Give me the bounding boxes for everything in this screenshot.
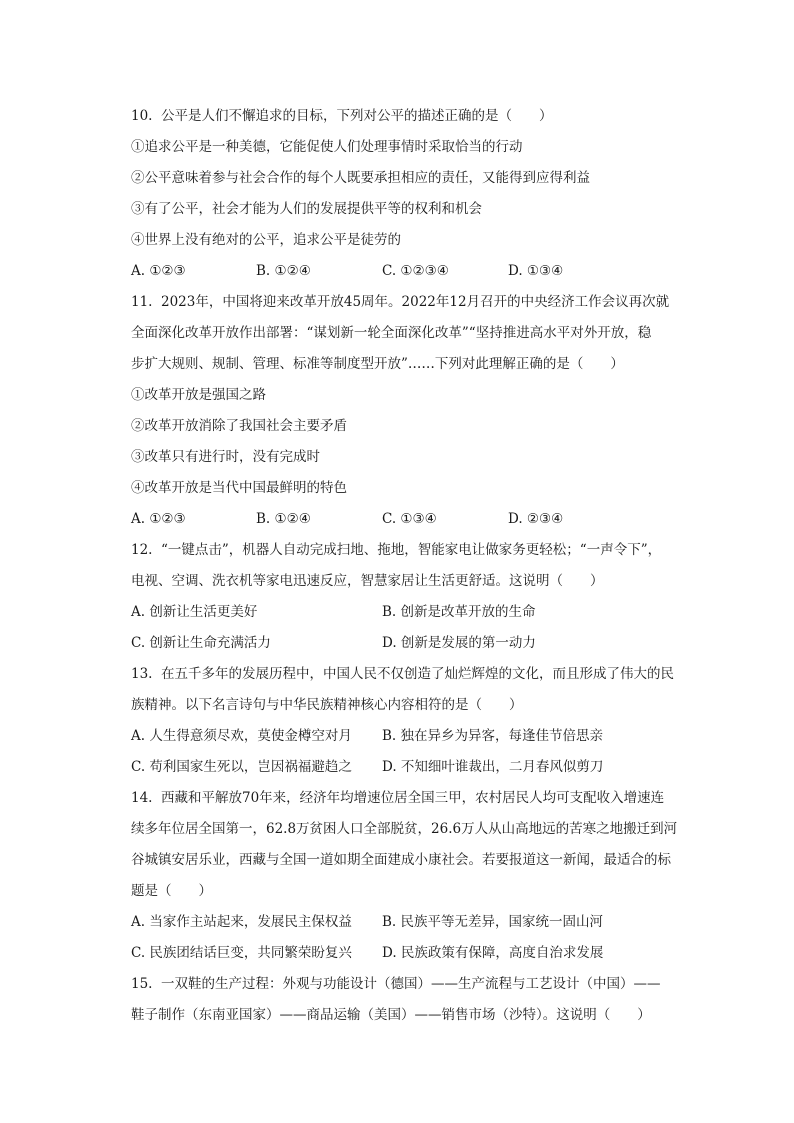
options-row	[131, 628, 691, 659]
question-13	[131, 659, 691, 783]
option-d: D. 不知细叶谁裁出，二月春风似剪刀	[382, 759, 604, 775]
question-stem-line: 公平是人们不懈追求的目标，下列对公平的描述正确的是（ ）	[161, 108, 553, 124]
option-b: B. 创新是改革开放的生命	[382, 604, 536, 620]
question-stem	[131, 287, 691, 318]
options-row	[131, 256, 691, 287]
question-stem	[131, 535, 691, 566]
statement: ④改革开放是当代中国最鲜明的特色	[131, 480, 347, 496]
question-14	[131, 783, 691, 969]
option-c: C. 苟利国家生死以，岂因祸福避趋之	[131, 759, 352, 775]
option-b: B. ①②④	[256, 263, 311, 279]
question-11	[131, 287, 691, 535]
options-row	[131, 752, 691, 783]
question-stem	[131, 783, 691, 814]
question-15	[131, 969, 691, 1031]
option-a: A. 人生得意须尽欢，莫使金樽空对月	[131, 728, 352, 744]
question-stem-line: 2023年，中国将迎来改革开放45周年。2022年12月召开的中央经济工作会议再次就	[161, 294, 670, 310]
question-stem	[131, 969, 691, 1000]
statement: ②改革开放消除了我国社会主要矛盾	[131, 418, 347, 434]
statement: ①改革开放是强国之路	[131, 387, 266, 403]
statement: ③有了公平，社会才能为人们的发展提供平等的权利和机会	[131, 201, 482, 217]
option-d: D. 创新是发展的第一动力	[382, 635, 536, 651]
question-number: 15.	[131, 976, 153, 992]
option-a: A. 创新让生活更美好	[131, 604, 258, 620]
question-number: 10.	[131, 108, 153, 124]
question-stem-line: 谷城镇安居乐业，西藏与全国一道如期全面建成小康社会。若要报道这一新闻，最适合的标	[131, 852, 671, 868]
option-c: C. 创新让生命充满活力	[131, 635, 271, 651]
option-a: A. ①②③	[131, 263, 186, 279]
question-stem-line: “一键点击”，机器人自动完成扫地、拖地，智能家电让做家务更轻松；“一声令下”，	[161, 542, 662, 558]
question-number: 13.	[131, 666, 153, 682]
question-stem-line: 西藏和平解放70年来，经济年均增速位居全国三甲，农村居民人均可支配收入增速连	[161, 790, 665, 806]
question-number: 12.	[131, 542, 153, 558]
question-stem-line: 一双鞋的生产过程：外观与功能设计（德国）——生产流程与工艺设计（中国）——	[161, 976, 661, 992]
question-10	[131, 101, 691, 287]
option-c: C. ①②③④	[382, 263, 449, 279]
question-number: 11.	[131, 294, 153, 310]
question-12	[131, 535, 691, 659]
options-row	[131, 907, 691, 938]
option-a: A. 当家作主站起来，发展民主保权益	[131, 914, 352, 930]
options-row	[131, 597, 691, 628]
option-d: D. ①③④	[508, 263, 564, 279]
question-number: 14.	[131, 790, 153, 806]
question-stem-line: 续多年位居全国第一，62.8万贫困人口全部脱贫，26.6万人从山高地远的苦寒之地搬迁到河	[131, 821, 678, 837]
statement: ③改革只有进行时，没有完成时	[131, 449, 320, 465]
question-stem-line: 鞋子制作（东南亚国家）——商品运输（美国）——销售市场（沙特）。这说明（ ）	[131, 1007, 651, 1023]
question-stem-line: 题是（ ）	[131, 883, 212, 899]
question-stem-line: 族精神。以下名言诗句与中华民族精神核心内容相符的是（ ）	[131, 697, 523, 713]
statement: ②公平意味着参与社会合作的每个人既要承担相应的责任，又能得到应得利益	[131, 170, 590, 186]
statement: ④世界上没有绝对的公平，追求公平是徒劳的	[131, 232, 401, 248]
option-d: D. 民族政策有保障，高度自治求发展	[382, 945, 604, 961]
options-row	[131, 504, 691, 535]
question-list	[131, 101, 691, 1031]
option-b: B. 民族平等无差异，国家统一固山河	[382, 914, 604, 930]
option-c: C. 民族团结话巨变，共同繁荣盼复兴	[131, 945, 352, 961]
question-stem-line: 步扩大规则、规制、管理、标准等制度型开放”……下列对此理解正确的是（ ）	[131, 356, 624, 372]
question-stem	[131, 101, 691, 132]
options-row	[131, 938, 691, 969]
option-d: D. ②③④	[508, 511, 564, 527]
question-stem-line: 电视、空调、洗衣机等家电迅速反应，智慧家居让生活更舒适。这说明（ ）	[131, 573, 604, 589]
options-row	[131, 721, 691, 752]
question-stem-line: 在五千多年的发展历程中，中国人民不仅创造了灿烂辉煌的文化，而且形成了伟大的民	[161, 666, 674, 682]
option-c: C. ①③④	[382, 511, 437, 527]
option-a: A. ①②③	[131, 511, 186, 527]
question-stem	[131, 659, 691, 690]
statement: ①追求公平是一种美德，它能促使人们处理事情时采取恰当的行动	[131, 139, 523, 155]
option-b: B. ①②④	[256, 511, 311, 527]
question-stem-line: 全面深化改革开放作出部署：“谋划新一轮全面深化改革”“坚持推进高水平对外开放，稳	[131, 325, 652, 341]
option-b: B. 独在异乡为异客，每逢佳节倍思亲	[382, 728, 604, 744]
